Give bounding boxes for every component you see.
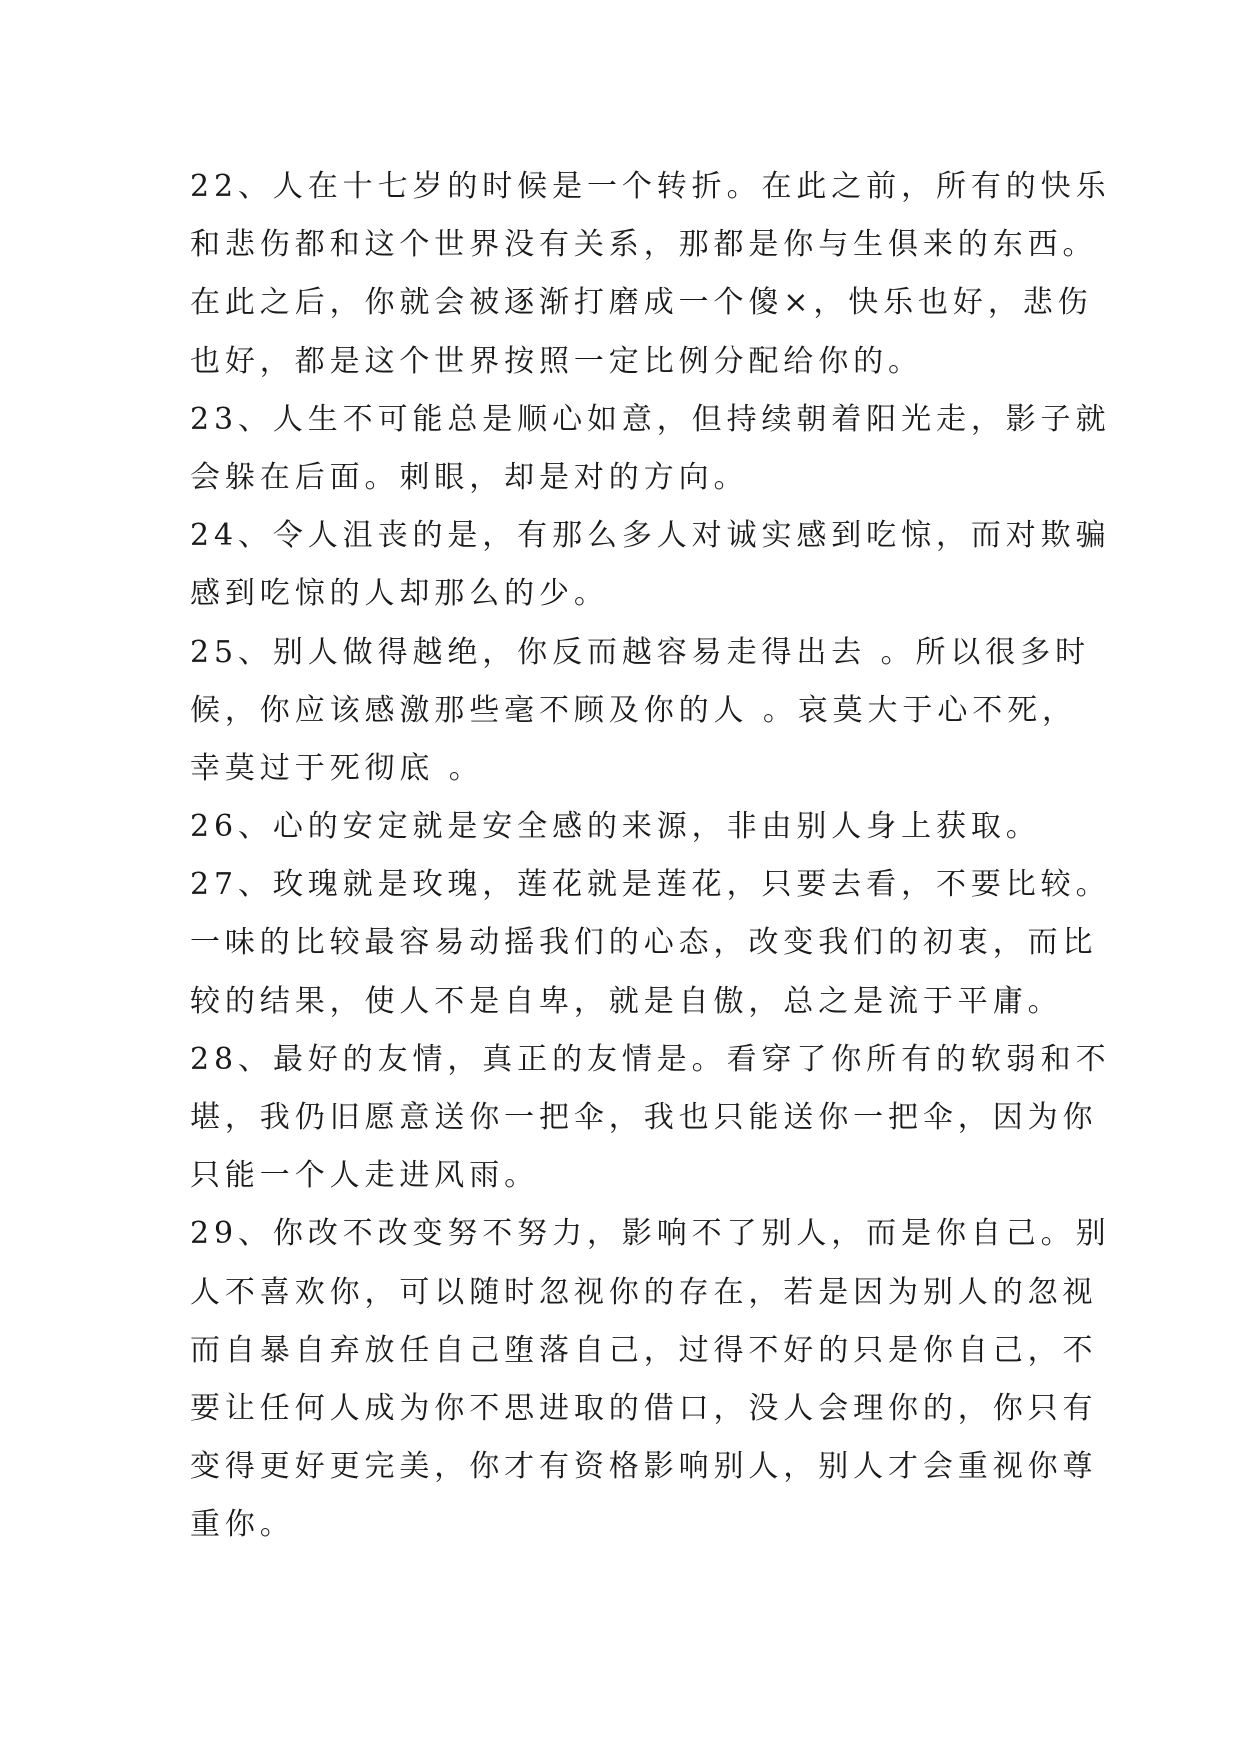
text-line: 27、玫瑰就是玫瑰，莲花就是莲花，只要去看，不要比较。 <box>190 867 1111 903</box>
text-line: 23、人生不可能总是顺心如意，但持续朝着阳光走，影子就 <box>190 401 1111 437</box>
text-line: 24、令人沮丧的是，有那么多人对诚实感到吃惊，而对欺骗 <box>190 518 1111 554</box>
text-line: 人不喜欢你，可以随时忽视你的存在，若是因为别人的忽视 <box>190 1274 1098 1310</box>
text-line: 28、最好的友情，真正的友情是。看穿了你所有的软弱和不 <box>190 1041 1111 1077</box>
text-line: 在此之后，你就会被逐渐打磨成一个傻×，快乐也好，悲伤 <box>190 285 1093 321</box>
text-line: 较的结果，使人不是自卑，就是自傲，总之是流于平庸。 <box>190 983 1063 1019</box>
text-line: 而自暴自弃放任自己堕落自己，过得不好的只是你自己，不 <box>190 1332 1098 1368</box>
text-line: 要让任何人成为你不思进取的借口，没人会理你的，你只有 <box>190 1390 1098 1426</box>
text-line: 一味的比较最容易动摇我们的心态，改变我们的初衷，而比 <box>190 925 1098 961</box>
document-body <box>190 158 1111 1555</box>
text-line: 和悲伤都和这个世界没有关系，那都是你与生俱来的东西。 <box>190 227 1098 263</box>
text-line: 感到吃惊的人却那么的少。 <box>190 576 609 612</box>
text-line: 变得更好更完美，你才有资格影响别人，别人才会重视你尊 <box>190 1449 1098 1485</box>
text-line: 也好，都是这个世界按照一定比例分配给你的。 <box>190 343 923 379</box>
text-line: 只能一个人走进风雨。 <box>190 1158 539 1194</box>
text-line: 29、你改不改变努不努力，影响不了别人，而是你自己。别 <box>190 1216 1111 1252</box>
text-line: 候，你应该感激那些毫不顾及你的人 。哀莫大于心不死， <box>190 692 1077 728</box>
text-line: 22、人在十七岁的时候是一个转折。在此之前，所有的快乐 <box>190 169 1111 204</box>
text-line: 重你。 <box>190 1507 295 1543</box>
text-line: 幸莫过于死彻底 。 <box>190 750 484 786</box>
text-line: 26、心的安定就是安全感的来源，非由别人身上获取。 <box>190 809 1041 845</box>
text-line: 会躲在后面。刺眼，却是对的方向。 <box>190 459 749 495</box>
text-line: 25、别人做得越绝，你反而越容易走得出去 。所以很多时 <box>190 634 1091 670</box>
text-line: 堪，我仍旧愿意送你一把伞，我也只能送你一把伞，因为你 <box>190 1100 1098 1135</box>
